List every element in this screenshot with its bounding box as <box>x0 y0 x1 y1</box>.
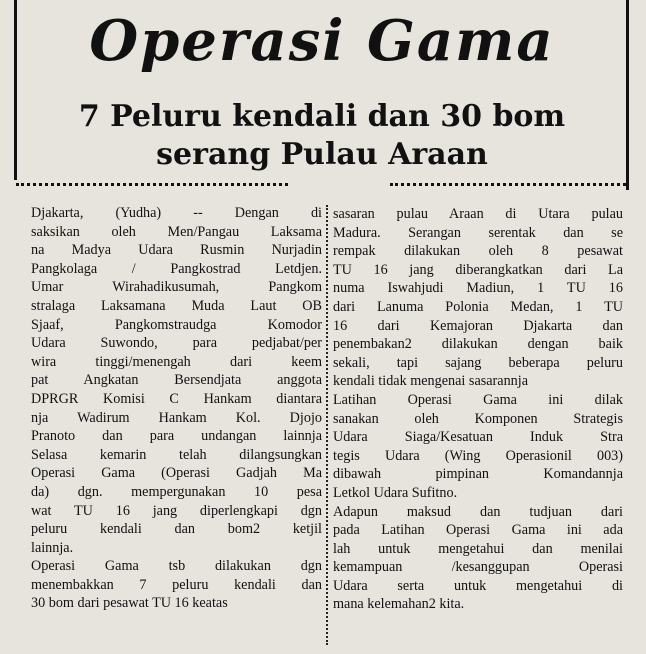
article-line: sanakan oleh Komponen Strategis <box>333 410 623 427</box>
article-line: Udara Siaga/Kesatuan Induk Stra <box>333 429 623 446</box>
dotted-rule-right <box>390 183 626 186</box>
dotted-rule-left <box>16 183 288 186</box>
article-line: saksikan oleh Men/Pangau Laksama <box>31 223 322 240</box>
subheadline <box>18 98 626 174</box>
article-line: Operasi Gama (Operasi Gadjah Ma <box>31 465 322 482</box>
article-column-left <box>31 204 322 648</box>
subheadline-line-2: serang Pulau Araan <box>156 137 488 172</box>
article-line: Umar Wirahadikusumah, Pangkom <box>31 279 322 296</box>
article-line: dibawah pimpinan Komandannja <box>333 466 623 483</box>
article-line: kemampuan /kesanggupan Operasi <box>333 559 623 576</box>
article-line: stralaga Laksamana Muda Laut OB <box>31 297 322 314</box>
article-line: nja Wadirum Hankam Kol. Djojo <box>31 409 322 426</box>
article-line: Pangkolaga / Pangkostrad Letdjen. <box>31 260 322 277</box>
article-line: rempak dilakukan oleh 8 pesawat <box>333 243 623 260</box>
article-line: Operasi Gama tsb dilakukan dgn <box>31 558 322 575</box>
article-line: dari Lanuma Polonia Medan, 1 TU <box>333 298 623 315</box>
article-paragraph <box>31 557 322 613</box>
article-line: pada Latihan Operasi Gama ini ada <box>333 522 623 539</box>
article-line: tegis Udara (Wing Operasionil 003) <box>333 447 623 464</box>
article-line: penembakan2 dilakukan dengan baik <box>333 336 623 353</box>
subheadline-line-1: 7 Peluru kendali dan 30 bom <box>78 99 566 134</box>
article-line: menembakkan 7 peluru kendali dan <box>31 576 322 593</box>
article-line: wira tinggi/menengah dari keem <box>31 353 322 370</box>
column-divider <box>326 205 328 645</box>
article-line: Adapun maksud dan tudjuan dari <box>333 503 623 520</box>
article-line: TU 16 jang diberangkatkan dari La <box>333 261 623 278</box>
article-line: sekali, tapi sajang beberapa peluru <box>333 354 623 371</box>
article-line: mana kelemahan2 kita. <box>333 596 465 613</box>
article-paragraph <box>333 503 623 615</box>
article-line: Selasa kemarin telah dilangsungkan <box>31 446 322 463</box>
article-line: Udara Suwondo, para pedjabat/per <box>31 335 322 352</box>
article-line: pat Angkatan Bersendjata anggota <box>31 372 322 389</box>
article-paragraph <box>333 391 623 503</box>
article-line: Latihan Operasi Gama ini dilak <box>333 391 623 408</box>
headline: Operasi Gama <box>89 8 555 74</box>
article-line: Sjaaf, Pangkomstraudga Komodor <box>31 316 322 333</box>
frame-left-rule <box>14 0 17 180</box>
article-line: Udara serta untuk mengetahui di <box>333 577 623 594</box>
article-line: 16 dari Kemajoran Djakarta dan <box>333 317 623 334</box>
article-line: sasaran pulau Araan di Utara pulau <box>333 206 623 222</box>
article-line: lah untuk mengetahui dan menilai <box>333 540 623 557</box>
article-line: numa Iswahjudi Madiun, 1 TU 16 <box>333 280 623 297</box>
frame-right-rule <box>626 0 629 190</box>
article-line: 30 bom dari pesawat TU 16 keatas <box>31 595 228 612</box>
article-line: lainnja. <box>31 539 74 556</box>
article-line: Djakarta, (Yudha) -- Dengan di <box>31 205 322 221</box>
article-column-right <box>333 205 623 649</box>
article-line: na Madya Udara Rusmin Nurjadin <box>31 242 322 259</box>
article-line: kendali tidak mengenai sasarannja <box>333 373 529 390</box>
article-line: Pranoto dan para undangan lainnja <box>31 428 322 445</box>
article-line: da) dgn. mempergunakan 10 pesa <box>31 483 322 500</box>
article-paragraph <box>31 204 322 557</box>
article-line: Letkol Udara Sufitno. <box>333 484 458 501</box>
article-line: Madura. Serangan serentak dan se <box>333 224 623 241</box>
article-line: DPRGR Komisi C Hankam diantara <box>31 390 322 407</box>
article-line: wat TU 16 jang diperlengkapi dgn <box>31 502 322 519</box>
article-paragraph <box>333 205 623 391</box>
article-line: peluru kendali dan bom2 ketjil <box>31 521 322 538</box>
